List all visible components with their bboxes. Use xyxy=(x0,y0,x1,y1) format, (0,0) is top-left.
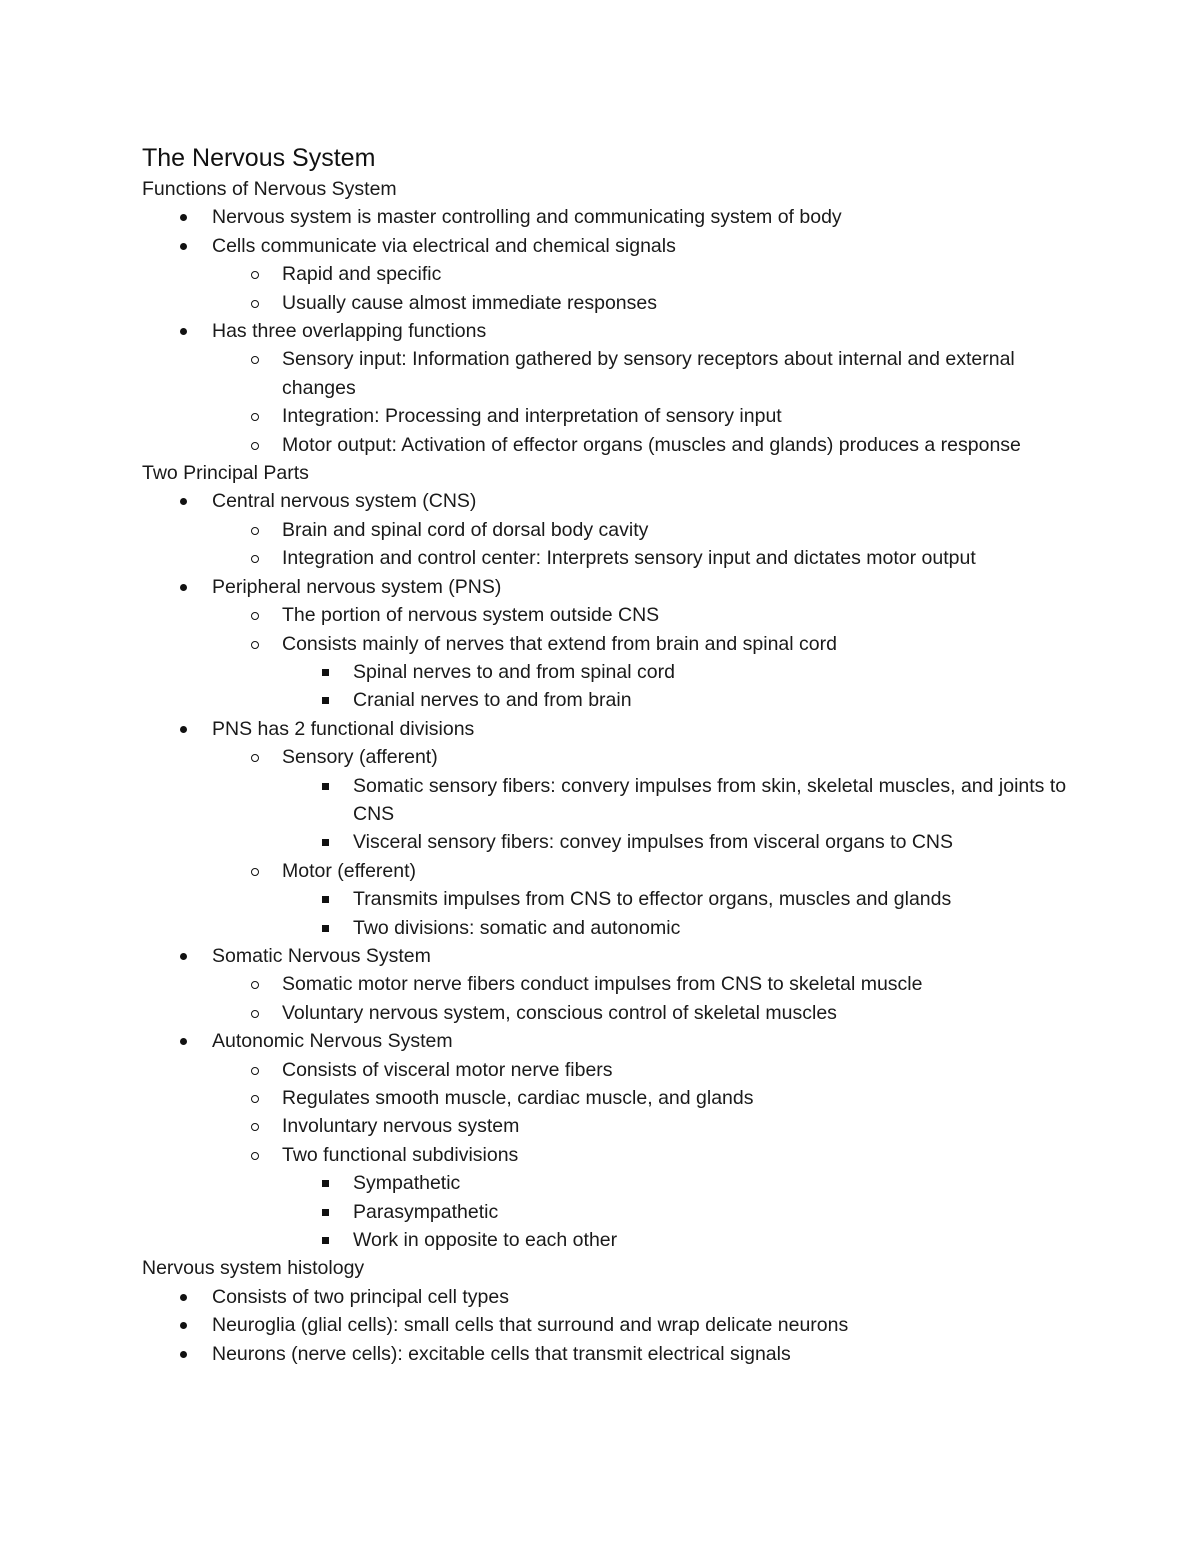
list-item-text: Consists of visceral motor nerve fibers xyxy=(282,1058,613,1081)
list-item-text: Somatic Nervous System xyxy=(212,944,431,967)
nested-list xyxy=(142,1169,1092,1254)
bullet-disc-icon xyxy=(180,1038,187,1045)
list-item-text: Consists mainly of nerves that extend from brain and spinal cord xyxy=(282,632,837,655)
list-item xyxy=(142,1283,1092,1311)
nested-list xyxy=(142,260,1092,317)
nested-list xyxy=(142,658,1092,715)
list-item-text: Autonomic Nervous System xyxy=(212,1030,453,1053)
bullet-circle-icon xyxy=(251,754,259,762)
nested-list xyxy=(142,743,1092,942)
bullet-disc-icon xyxy=(180,498,187,505)
bullet-square-icon xyxy=(322,669,329,676)
list-item xyxy=(142,289,1092,317)
list-item xyxy=(142,1084,1092,1112)
list-item-text: Sympathetic xyxy=(353,1172,461,1195)
list-item-text: Visceral sensory fibers: convey impulses from visceral organs to CNS xyxy=(353,831,954,854)
bullet-circle-icon xyxy=(251,1123,259,1131)
bullet-list-level-2 xyxy=(142,260,1092,317)
list-item-text: Somatic motor nerve fibers conduct impulses from CNS to skeletal muscle xyxy=(282,973,923,996)
list-item-text: Somatic sensory fibers: convery impulses from skin, skeletal muscles, and joints to CNS xyxy=(353,774,1067,825)
list-item xyxy=(142,857,1092,885)
list-item-text: Central nervous system (CNS) xyxy=(212,490,477,513)
nested-list xyxy=(142,970,1092,1027)
bullet-disc-icon xyxy=(180,726,187,733)
list-item-text: Voluntary nervous system, conscious control of skeletal muscles xyxy=(282,1001,837,1024)
bullet-list-level-2 xyxy=(142,516,1092,573)
document-title: The Nervous System xyxy=(142,144,376,172)
list-item-text: Peripheral nervous system (PNS) xyxy=(212,575,502,598)
bullet-list-level-1 xyxy=(142,203,1092,459)
nested-list xyxy=(142,601,1092,715)
list-item-text: Brain and spinal cord of dorsal body cavity xyxy=(282,518,649,541)
list-item-text: Cells communicate via electrical and chemical signals xyxy=(212,234,676,257)
list-item-text: Two functional subdivisions xyxy=(282,1143,519,1166)
list-item-text: Sensory (afferent) xyxy=(282,746,438,769)
bullet-circle-icon xyxy=(251,981,259,989)
bullet-list-level-2 xyxy=(142,601,1092,715)
list-item-text: The portion of nervous system outside CNS xyxy=(282,604,660,627)
nested-list xyxy=(142,772,1092,857)
bullet-circle-icon xyxy=(251,555,259,563)
bullet-list-level-2 xyxy=(142,743,1092,942)
bullet-list-level-2 xyxy=(142,970,1092,1027)
section-heading: Functions of Nervous System xyxy=(142,178,397,200)
bullet-list-level-1 xyxy=(142,1283,1092,1368)
bullet-circle-icon xyxy=(251,1152,259,1160)
list-item-text: Two divisions: somatic and autonomic xyxy=(353,916,681,939)
list-item-text: Motor output: Activation of effector organs (muscles and glands) produces a response xyxy=(282,433,1021,456)
list-item-text: Transmits impulses from CNS to effector organs, muscles and glands xyxy=(353,888,952,911)
bullet-square-icon xyxy=(322,1180,329,1187)
list-item xyxy=(142,1311,1092,1339)
nested-list xyxy=(142,516,1092,573)
list-item-text: Motor (efferent) xyxy=(282,859,417,882)
list-item xyxy=(142,1198,1092,1226)
list-item xyxy=(142,772,1092,829)
list-item-text: Cranial nerves to and from brain xyxy=(353,689,632,712)
list-item xyxy=(142,573,1092,601)
bullet-list-level-3 xyxy=(142,885,1092,942)
list-item-text: Spinal nerves to and from spinal cord xyxy=(353,660,675,683)
list-item-text: PNS has 2 functional divisions xyxy=(212,717,475,740)
list-item xyxy=(142,970,1092,998)
list-item xyxy=(142,828,1092,856)
list-item xyxy=(142,203,1092,231)
list-item-text: Consists of two principal cell types xyxy=(212,1285,509,1308)
outline xyxy=(142,175,1092,1368)
bullet-circle-icon xyxy=(251,527,259,535)
bullet-circle-icon xyxy=(251,442,259,450)
list-item xyxy=(142,601,1092,629)
list-item xyxy=(142,317,1092,345)
bullet-circle-icon xyxy=(251,641,259,649)
bullet-disc-icon xyxy=(180,243,187,250)
list-item xyxy=(142,1056,1092,1084)
bullet-disc-icon xyxy=(180,214,187,221)
list-item xyxy=(142,1027,1092,1055)
bullet-square-icon xyxy=(322,896,329,903)
section-heading: Nervous system histology xyxy=(142,1257,365,1280)
list-item xyxy=(142,1340,1092,1368)
list-item-text: Neuroglia (glial cells): small cells that surround and wrap delicate neurons xyxy=(212,1314,849,1337)
list-item xyxy=(142,516,1092,544)
list-item-text: Regulates smooth muscle, cardiac muscle, and glands xyxy=(282,1087,754,1109)
bullet-circle-icon xyxy=(251,1010,259,1018)
bullet-disc-icon xyxy=(180,584,187,591)
bullet-circle-icon xyxy=(251,1067,259,1075)
bullet-square-icon xyxy=(322,783,329,790)
bullet-list-level-2 xyxy=(142,1056,1092,1255)
nested-list xyxy=(142,345,1092,459)
list-item-text: Neurons (nerve cells): excitable cells that transmit electrical signals xyxy=(212,1342,791,1365)
list-item xyxy=(142,232,1092,260)
list-item xyxy=(142,260,1092,288)
section-heading: Two Principal Parts xyxy=(142,462,309,485)
list-item xyxy=(142,885,1092,913)
bullet-list-level-3 xyxy=(142,772,1092,857)
list-item xyxy=(142,743,1092,771)
list-item xyxy=(142,999,1092,1027)
nested-list xyxy=(142,885,1092,942)
bullet-list-level-3 xyxy=(142,658,1092,715)
bullet-disc-icon xyxy=(180,1351,187,1358)
bullet-square-icon xyxy=(322,1209,329,1216)
list-item xyxy=(142,686,1092,714)
list-item xyxy=(142,914,1092,942)
bullet-list-level-1 xyxy=(142,487,1092,1254)
list-item-text: Sensory input: Information gathered by sensory receptors about internal and external changes xyxy=(282,348,1015,399)
bullet-circle-icon xyxy=(251,356,259,364)
bullet-circle-icon xyxy=(251,612,259,620)
bullet-square-icon xyxy=(322,697,329,704)
list-item-text: Usually cause almost immediate responses xyxy=(282,291,657,314)
list-item xyxy=(142,1112,1092,1140)
bullet-square-icon xyxy=(322,925,329,932)
list-item-text: Involuntary nervous system xyxy=(282,1115,520,1138)
bullet-square-icon xyxy=(322,1237,329,1244)
bullet-disc-icon xyxy=(180,1322,187,1329)
list-item xyxy=(142,1226,1092,1254)
bullet-disc-icon xyxy=(180,953,187,960)
bullet-list-level-3 xyxy=(142,1169,1092,1254)
list-item xyxy=(142,942,1092,970)
list-item xyxy=(142,487,1092,515)
list-item xyxy=(142,715,1092,743)
bullet-list-level-2 xyxy=(142,345,1092,459)
list-item-text: Work in opposite to each other xyxy=(353,1229,618,1252)
nested-list xyxy=(142,1056,1092,1255)
list-item xyxy=(142,630,1092,658)
list-item-text: Nervous system is master controlling and communicating system of body xyxy=(212,206,842,229)
list-item-text: Rapid and specific xyxy=(282,263,442,286)
list-item xyxy=(142,402,1092,430)
document-body xyxy=(142,141,1092,1368)
list-item-text: Integration and control center: Interprets sensory input and dictates motor output xyxy=(282,547,976,570)
bullet-disc-icon xyxy=(180,1294,187,1301)
bullet-square-icon xyxy=(322,839,329,846)
bullet-disc-icon xyxy=(180,328,187,335)
list-item xyxy=(142,1169,1092,1197)
bullet-circle-icon xyxy=(251,271,259,279)
bullet-circle-icon xyxy=(251,413,259,421)
list-item xyxy=(142,431,1092,459)
list-item xyxy=(142,1141,1092,1169)
bullet-circle-icon xyxy=(251,300,259,308)
bullet-circle-icon xyxy=(251,868,259,876)
list-item-text: Integration: Processing and interpretation of sensory input xyxy=(282,405,782,428)
list-item-text: Parasympathetic xyxy=(353,1200,499,1223)
list-item xyxy=(142,345,1092,402)
list-item xyxy=(142,658,1092,686)
list-item-text: Has three overlapping functions xyxy=(212,320,487,343)
bullet-circle-icon xyxy=(251,1095,259,1103)
list-item xyxy=(142,544,1092,572)
